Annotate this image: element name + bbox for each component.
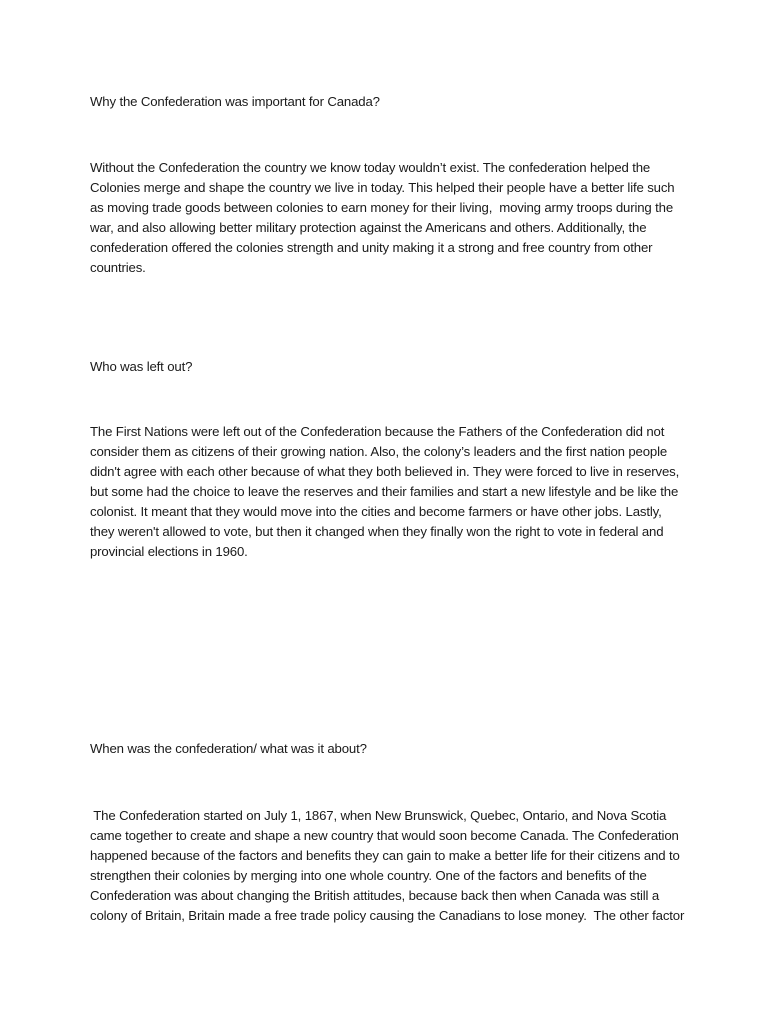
paragraph-line: but some had the choice to leave the reserves and their families and start a new lifestyle and be like the [90, 484, 679, 499]
paragraph-line: Without the Confederation the country we know today wouldn’t exist. The confederation helped the [90, 160, 651, 175]
paragraph-line: confederation offered the colonies strength and unity making it a strong and free country from other [90, 240, 653, 255]
paragraph-line: The First Nations were left out of the Confederation because the Fathers of the Confederation did not [90, 424, 665, 439]
paragraph-line: Confederation was about changing the British attitudes, because back then when Canada was still a [90, 888, 659, 903]
section-paragraph-left-out [90, 422, 680, 562]
section-heading-left-out: Who was left out? [90, 359, 193, 374]
paragraph-line: came together to create and shape a new country that would soon become Canada. The Confederation [90, 828, 679, 843]
paragraph-line: didn't agree with each other because of what they both believed in. They were forced to live in reserves, [90, 464, 680, 479]
section-paragraph-when-about [90, 806, 685, 926]
paragraph-line: as moving trade goods between colonies to earn money for their living, moving army troops during the [90, 200, 674, 215]
paragraph-line: colony of Britain, Britain made a free trade policy causing the Canadians to lose money. The other factor [90, 908, 685, 923]
section-heading-importance: Why the Confederation was important for Canada? [90, 94, 380, 109]
paragraph-line: happened because of the factors and benefits they can gain to make a better life for their citizens and to [90, 848, 680, 863]
section-heading-when-about: When was the confederation/ what was it about? [90, 741, 367, 756]
section-paragraph-importance [90, 158, 680, 278]
paragraph-line: strengthen their colonies by merging into one whole country. One of the factors and benefits of the [90, 868, 647, 883]
paragraph-line: The Confederation started on July 1, 1867, when New Brunswick, Quebec, Ontario, and Nova Scotia [90, 808, 667, 823]
paragraph-line: colonist. It meant that they would move into the cities and become farmers or have other jobs. Lastly, [90, 504, 662, 519]
paragraph-line: they weren't allowed to vote, but then it changed when they finally won the right to vote in federal and [90, 524, 664, 539]
paragraph-line: countries. [90, 260, 146, 275]
paragraph-line: provincial elections in 1960. [90, 544, 248, 559]
paragraph-line: Colonies merge and shape the country we live in today. This helped their people have a better life such [90, 180, 675, 195]
paragraph-line: war, and also allowing better military protection against the Americans and others. Additionally, the [90, 220, 647, 235]
paragraph-line: consider them as citizens of their growing nation. Also, the colony’s leaders and the first nation people [90, 444, 668, 459]
